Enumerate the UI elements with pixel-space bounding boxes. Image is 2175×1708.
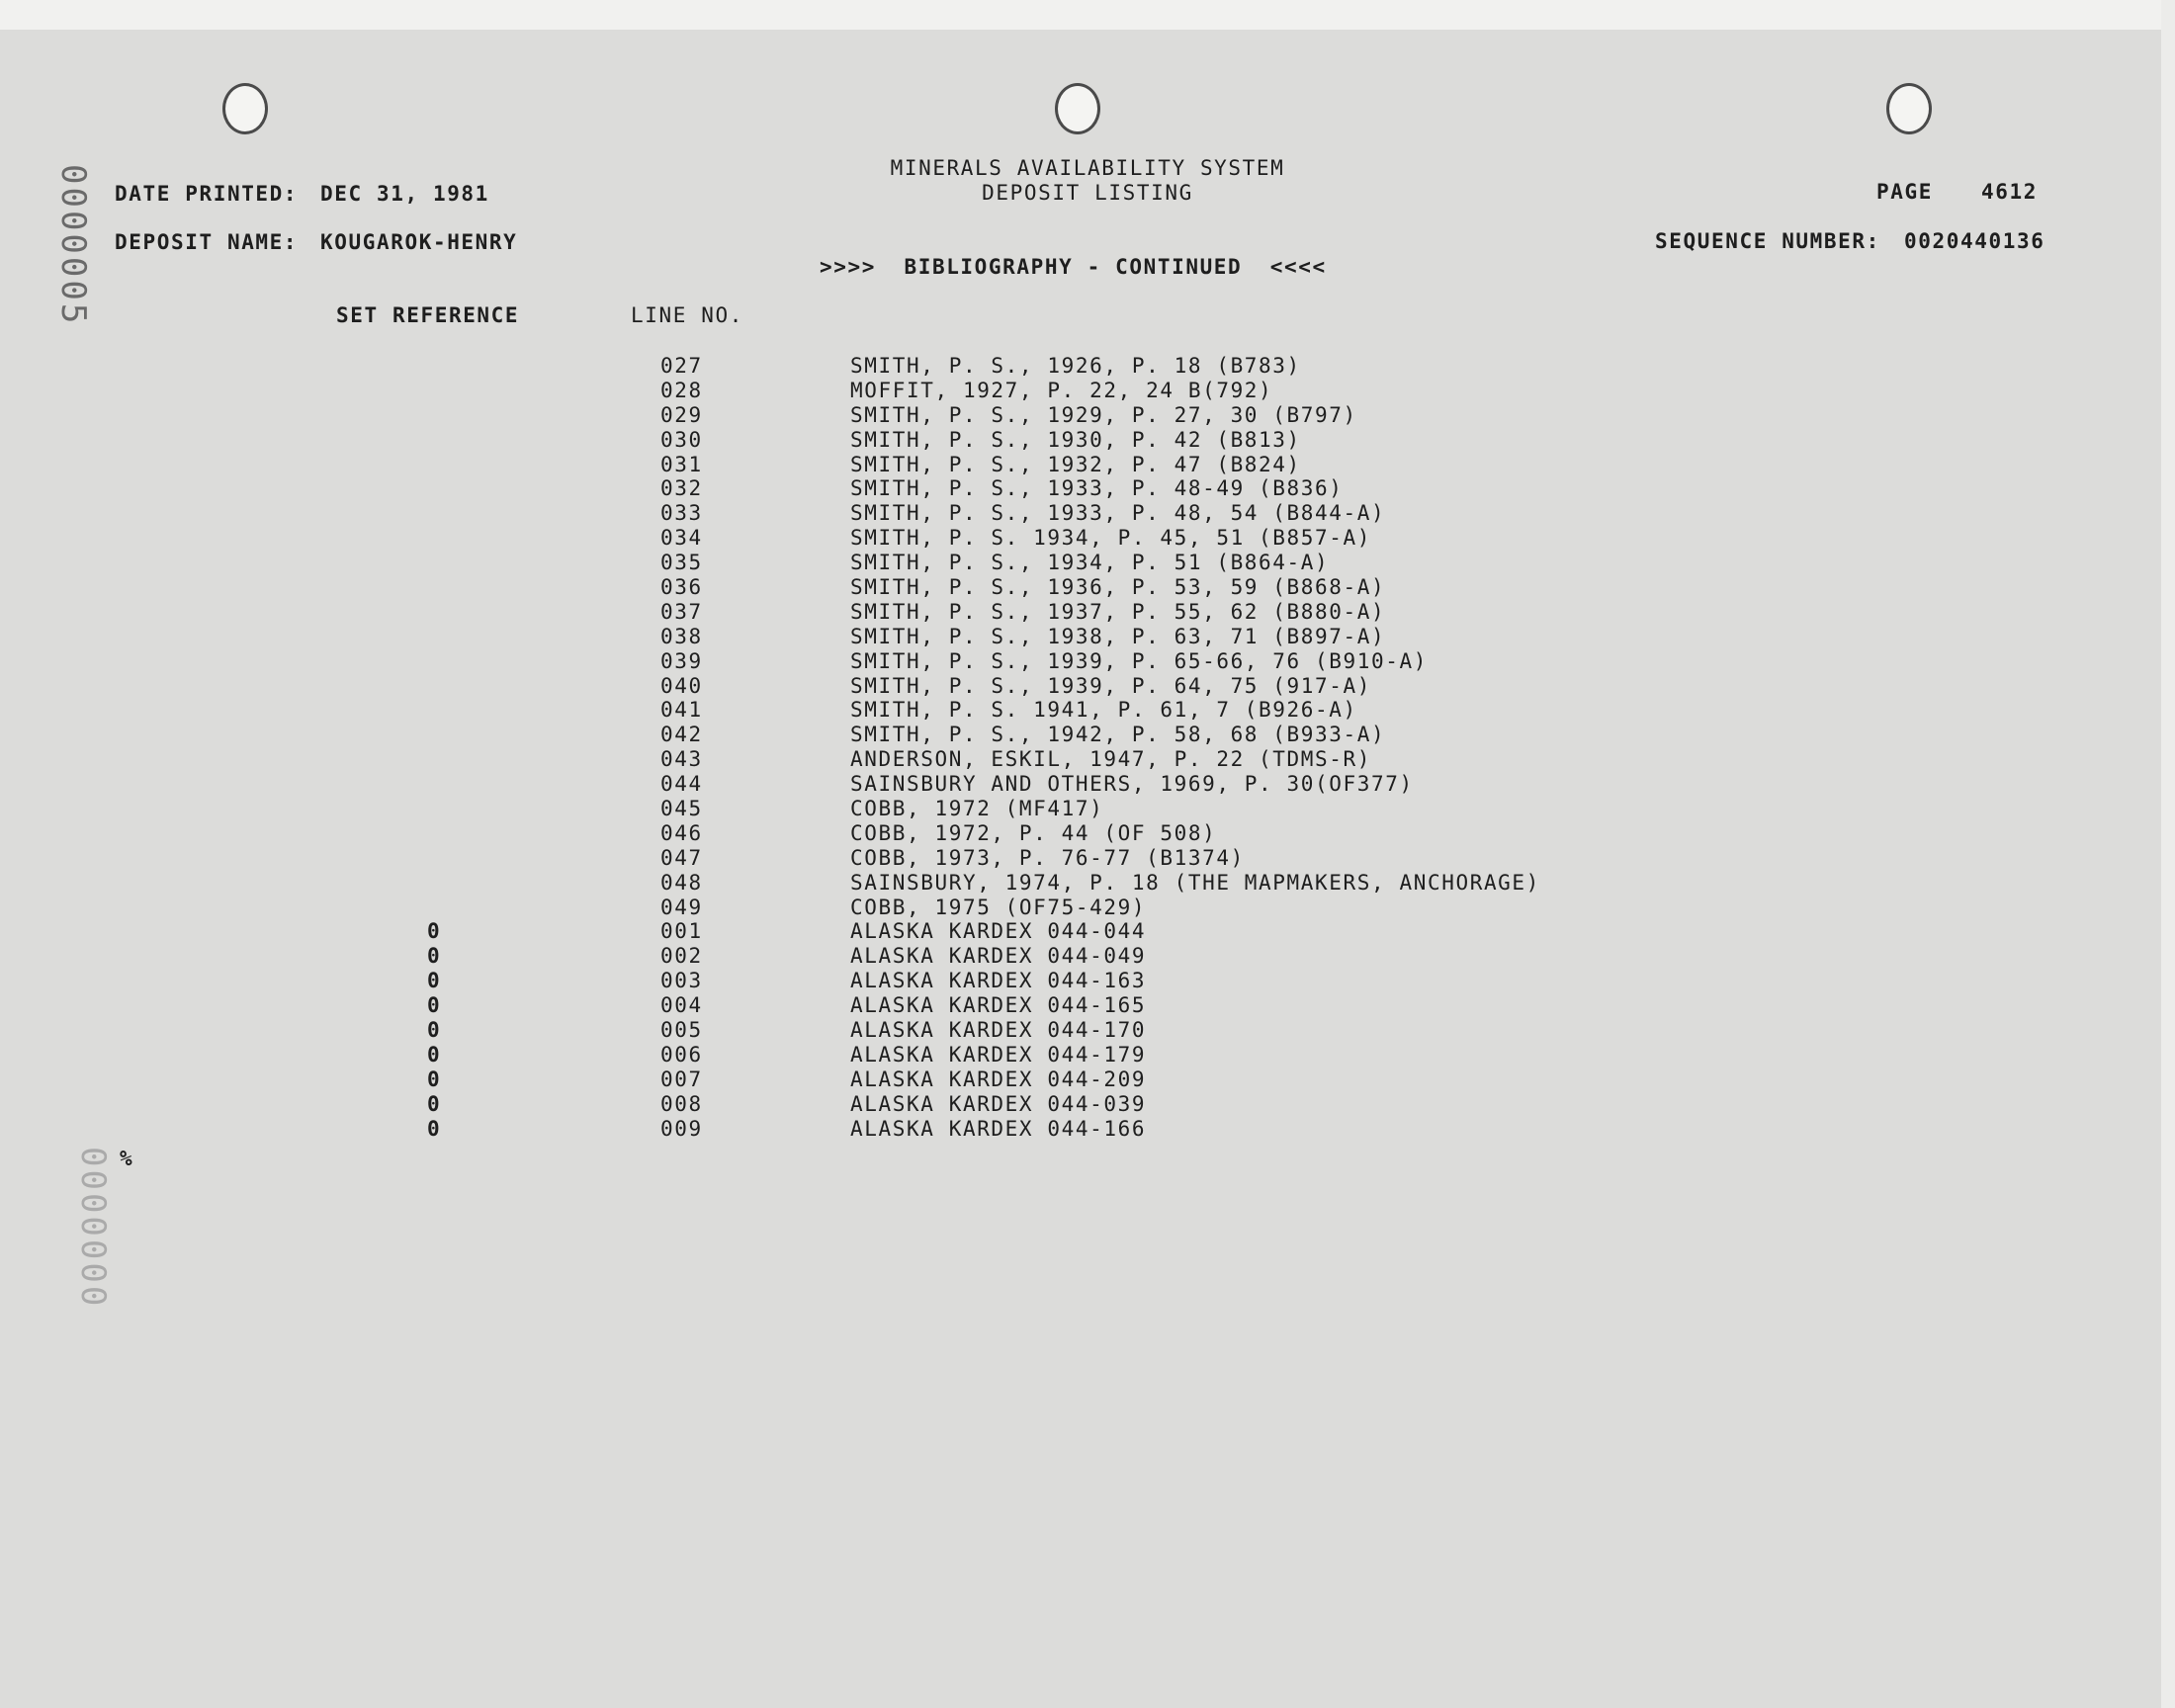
bibliography-row xyxy=(0,896,2175,920)
bibliography-row xyxy=(0,944,2175,969)
bibliography-row xyxy=(0,453,2175,477)
bibliography-row xyxy=(0,551,2175,575)
bibliography-row xyxy=(0,1117,2175,1142)
bibliography-row xyxy=(0,1092,2175,1117)
set-reference-cell: 0 xyxy=(427,993,442,1018)
bibliography-row xyxy=(0,674,2175,699)
line-number-cell: 003 xyxy=(660,969,703,993)
line-number-cell: 008 xyxy=(660,1091,703,1116)
sequence-number-label: SEQUENCE NUMBER: xyxy=(1655,229,1880,253)
set-reference-cell: 0 xyxy=(427,1042,442,1067)
reference-text-cell: SMITH, P. S., 1926, P. 18 (B783) xyxy=(850,354,1301,378)
reference-text-cell: COBB, 1973, P. 76-77 (B1374) xyxy=(850,845,1245,870)
reference-text-cell: SMITH, P. S., 1934, P. 51 (B864-A) xyxy=(850,551,1330,575)
page-number: 4612 xyxy=(1981,180,2038,204)
side-stamp-top: 0000005 xyxy=(53,164,93,327)
punch-hole-center xyxy=(1055,83,1100,134)
line-number-cell: 047 xyxy=(660,845,703,870)
bibliography-row xyxy=(0,919,2175,944)
reference-text-cell: ALASKA KARDEX 044-165 xyxy=(850,993,1147,1018)
bibliography-row xyxy=(0,1018,2175,1043)
reference-text-cell: SAINSBURY, 1974, P. 18 (THE MAPMAKERS, ANCHORAGE) xyxy=(850,870,1540,895)
bibliography-row xyxy=(0,625,2175,649)
line-number-cell: 035 xyxy=(660,551,703,575)
reference-text-cell: ALASKA KARDEX 044-044 xyxy=(850,919,1147,944)
bibliography-row xyxy=(0,772,2175,797)
line-number-cell: 032 xyxy=(660,476,703,501)
side-stamp-bottom: 0000000 xyxy=(73,1147,113,1310)
bibliography-row xyxy=(0,1068,2175,1092)
bibliography-row xyxy=(0,846,2175,871)
reference-text-cell: SMITH, P. S. 1934, P. 45, 51 (B857-A) xyxy=(850,526,1371,551)
reference-text-cell: ALASKA KARDEX 044-179 xyxy=(850,1042,1147,1067)
reference-text-cell: SMITH, P. S., 1939, P. 65-66, 76 (B910-A) xyxy=(850,648,1428,673)
line-number-cell: 028 xyxy=(660,378,703,402)
line-number-cell: 046 xyxy=(660,820,703,845)
reference-text-cell: COBB, 1975 (OF75-429) xyxy=(850,895,1147,919)
section-title: >>>> BIBLIOGRAPHY - CONTINUED <<<< xyxy=(820,255,1327,279)
set-reference-cell: 0 xyxy=(427,1018,442,1043)
bibliography-row xyxy=(0,969,2175,993)
reference-text-cell: SMITH, P. S., 1933, P. 48, 54 (B844-A) xyxy=(850,501,1386,526)
deposit-name-label: DEPOSIT NAME: xyxy=(115,230,299,254)
set-reference-cell: 0 xyxy=(427,1091,442,1116)
punch-hole-left xyxy=(222,83,268,134)
reference-text-cell: ANDERSON, ESKIL, 1947, P. 22 (TDMS-R) xyxy=(850,747,1371,772)
reference-text-cell: SMITH, P. S. 1941, P. 61, 7 (B926-A) xyxy=(850,698,1357,723)
bibliography-row xyxy=(0,1043,2175,1068)
line-number-cell: 004 xyxy=(660,993,703,1018)
bibliography-row xyxy=(0,403,2175,428)
bibliography-row xyxy=(0,476,2175,501)
bibliography-row xyxy=(0,379,2175,403)
bibliography-row xyxy=(0,723,2175,747)
bibliography-row xyxy=(0,698,2175,723)
line-number-cell: 038 xyxy=(660,624,703,648)
punch-hole-right xyxy=(1886,83,1932,134)
reference-text-cell: ALASKA KARDEX 044-039 xyxy=(850,1091,1147,1116)
reference-text-cell: COBB, 1972 (MF417) xyxy=(850,797,1104,821)
line-number-cell: 044 xyxy=(660,772,703,797)
bibliography-row xyxy=(0,354,2175,379)
reference-text-cell: SMITH, P. S., 1937, P. 55, 62 (B880-A) xyxy=(850,599,1386,624)
line-number-cell: 045 xyxy=(660,797,703,821)
bibliography-row xyxy=(0,575,2175,600)
system-title: MINERALS AVAILABILITY SYSTEM xyxy=(890,156,1285,180)
line-number-cell: 039 xyxy=(660,648,703,673)
reference-text-cell: SMITH, P. S., 1939, P. 64, 75 (917-A) xyxy=(850,673,1371,698)
paper-top-edge xyxy=(0,0,2175,30)
end-marker: % xyxy=(120,1147,134,1170)
line-number-cell: 036 xyxy=(660,575,703,600)
set-reference-cell: 0 xyxy=(427,944,442,969)
sequence-number-value: 0020440136 xyxy=(1904,229,2045,253)
reference-text-cell: SMITH, P. S., 1933, P. 48-49 (B836) xyxy=(850,476,1344,501)
set-reference-header: SET REFERENCE xyxy=(336,303,520,327)
reference-text-cell: SMITH, P. S., 1936, P. 53, 59 (B868-A) xyxy=(850,575,1386,600)
set-reference-cell: 0 xyxy=(427,919,442,944)
line-number-cell: 034 xyxy=(660,526,703,551)
line-number-cell: 006 xyxy=(660,1042,703,1067)
reference-text-cell: SMITH, P. S., 1932, P. 47 (B824) xyxy=(850,452,1301,476)
set-reference-cell: 0 xyxy=(427,1067,442,1091)
reference-text-cell: SAINSBURY AND OTHERS, 1969, P. 30(OF377) xyxy=(850,772,1414,797)
line-number-cell: 041 xyxy=(660,698,703,723)
bibliography-row xyxy=(0,821,2175,846)
line-number-cell: 040 xyxy=(660,673,703,698)
reference-text-cell: MOFFIT, 1927, P. 22, 24 B(792) xyxy=(850,378,1273,402)
line-number-cell: 030 xyxy=(660,427,703,452)
reference-text-cell: ALASKA KARDEX 044-209 xyxy=(850,1067,1147,1091)
line-number-cell: 027 xyxy=(660,354,703,378)
set-reference-cell: 0 xyxy=(427,1116,442,1141)
deposit-name-value: KOUGAROK-HENRY xyxy=(320,230,518,254)
listing-title: DEPOSIT LISTING xyxy=(982,181,1193,205)
reference-text-cell: ALASKA KARDEX 044-163 xyxy=(850,969,1147,993)
reference-text-cell: SMITH, P. S., 1929, P. 27, 30 (B797) xyxy=(850,402,1357,427)
reference-text-cell: SMITH, P. S., 1938, P. 63, 71 (B897-A) xyxy=(850,624,1386,648)
line-number-cell: 001 xyxy=(660,919,703,944)
reference-text-cell: SMITH, P. S., 1942, P. 58, 68 (B933-A) xyxy=(850,723,1386,747)
bibliography-row xyxy=(0,501,2175,526)
line-number-cell: 037 xyxy=(660,599,703,624)
reference-text-cell: ALASKA KARDEX 044-166 xyxy=(850,1116,1147,1141)
line-number-cell: 009 xyxy=(660,1116,703,1141)
line-number-cell: 043 xyxy=(660,747,703,772)
date-printed-label: DATE PRINTED: xyxy=(115,182,299,206)
line-number-cell: 007 xyxy=(660,1067,703,1091)
reference-text-cell: ALASKA KARDEX 044-170 xyxy=(850,1018,1147,1043)
bibliography-list xyxy=(0,354,2175,1142)
line-number-cell: 049 xyxy=(660,895,703,919)
set-reference-cell: 0 xyxy=(427,969,442,993)
line-number-cell: 031 xyxy=(660,452,703,476)
bibliography-row xyxy=(0,797,2175,821)
bibliography-row xyxy=(0,526,2175,551)
page-label: PAGE xyxy=(1876,180,1933,204)
bibliography-row xyxy=(0,428,2175,453)
reference-text-cell: SMITH, P. S., 1930, P. 42 (B813) xyxy=(850,427,1301,452)
reference-text-cell: COBB, 1972, P. 44 (OF 508) xyxy=(850,820,1217,845)
line-number-cell: 033 xyxy=(660,501,703,526)
line-number-cell: 048 xyxy=(660,870,703,895)
date-printed-value: DEC 31, 1981 xyxy=(320,182,489,206)
line-number-cell: 029 xyxy=(660,402,703,427)
line-number-cell: 042 xyxy=(660,723,703,747)
line-number-cell: 005 xyxy=(660,1018,703,1043)
bibliography-row xyxy=(0,871,2175,896)
bibliography-row xyxy=(0,993,2175,1018)
line-number-cell: 002 xyxy=(660,944,703,969)
line-no-header: LINE NO. xyxy=(631,303,743,327)
reference-text-cell: ALASKA KARDEX 044-049 xyxy=(850,944,1147,969)
bibliography-row xyxy=(0,649,2175,674)
bibliography-row xyxy=(0,600,2175,625)
bibliography-row xyxy=(0,747,2175,772)
